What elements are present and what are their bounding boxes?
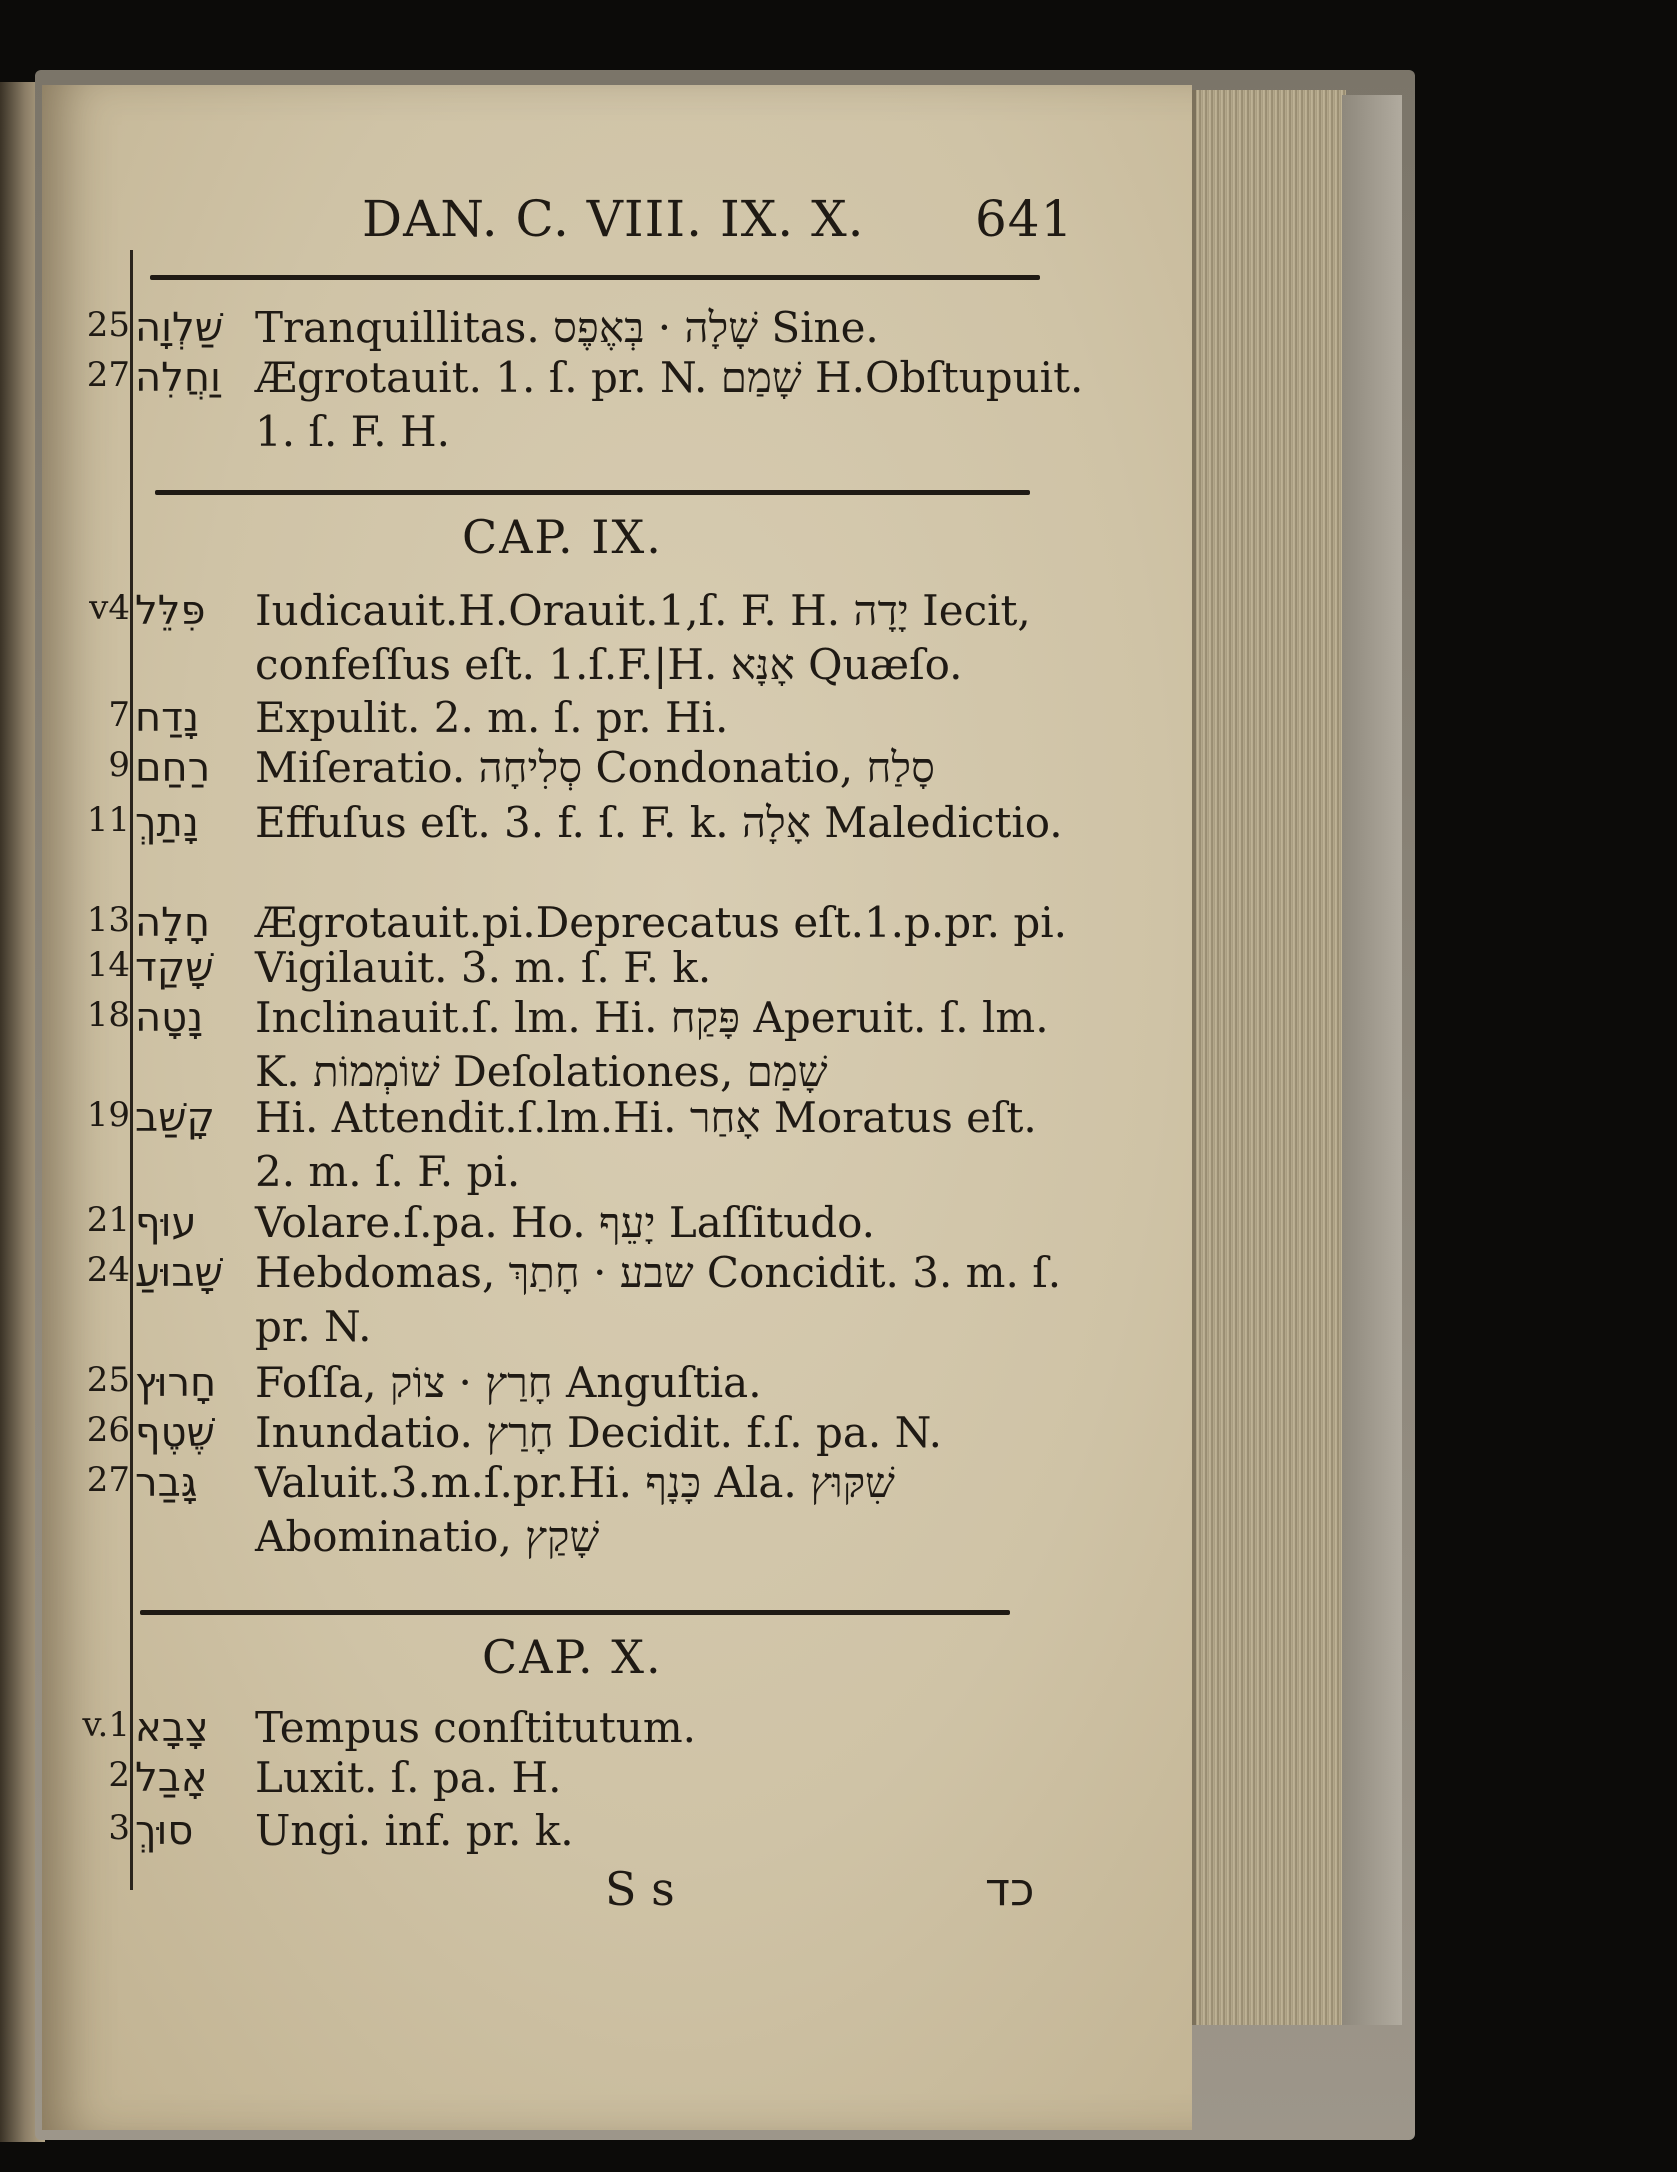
entry-text: Valuit.3.m.ſ.pr.Hi. כָּנָף Ala. שִׁקּוּץ Abominatio, שָׁקַץ xyxy=(255,1458,895,1561)
hebrew-headword: שַׁלְוָה xyxy=(135,305,224,351)
entry-text: Hi. Attendit.ſ.lm.Hi. אָחַר Moratus eſt. 2. m. ſ. F. pi. xyxy=(255,1093,1037,1196)
margin-rule xyxy=(130,250,133,1890)
hebrew-headword: סוּךְ xyxy=(135,1808,194,1854)
hebrew-headword: פִּלֵּל xyxy=(135,588,206,634)
verse-number: 13 xyxy=(86,900,130,940)
list-item xyxy=(60,695,1060,743)
page-block-edge xyxy=(1192,90,1346,2025)
verse-number: 9 xyxy=(108,745,130,785)
entry-text: Miſeratio. סְלִיחָה Condonatio, סָלַח xyxy=(255,743,935,792)
entry-text: Effuſus eſt. 3. f. ſ. F. k. אָלָה Maledictio. xyxy=(255,798,1063,847)
entry-text: Ægrotauit.pi.Deprecatus eſt.1.p.pr. pi. xyxy=(255,898,1067,947)
verse-number: 11 xyxy=(86,800,130,840)
list-item xyxy=(60,993,1060,1096)
page-header xyxy=(0,190,1677,250)
verse-number: 14 xyxy=(86,945,130,985)
list-item xyxy=(60,1360,1060,1408)
list-item xyxy=(60,798,1063,848)
verse-number: 27 xyxy=(86,1460,130,1500)
hebrew-headword: שֶׁטֶף xyxy=(135,1410,215,1456)
section-rule xyxy=(155,490,1030,495)
hebrew-headword: גָּבַר xyxy=(135,1460,198,1506)
hebrew-headword: צָבָא xyxy=(135,1705,209,1751)
entry-text: Ægrotauit. 1. ſ. pr. N. שָׁמַם H.Obſtupuit. 1. ſ. F. H. xyxy=(255,353,1084,456)
entry-text: Inclinauit.ſ. lm. Hi. פָּקַח Aperuit. ſ. lm. K. שׁוֹמְמוֹת Deſolationes, שָׁמַם xyxy=(255,993,1049,1096)
entry-text: Vigilauit. 3. m. ſ. F. k. xyxy=(255,943,712,992)
verse-number: v4 xyxy=(89,588,130,628)
hebrew-headword: נָטָה xyxy=(135,995,204,1041)
verse-number: 24 xyxy=(86,1250,130,1290)
list-item xyxy=(60,1808,1060,1856)
hebrew-headword: קָשַׁב xyxy=(135,1095,215,1141)
verse-number: 26 xyxy=(86,1410,130,1450)
list-item xyxy=(60,1458,1060,1561)
verse-number: 25 xyxy=(86,1360,130,1400)
list-item xyxy=(60,1093,1060,1196)
verse-number: v.1 xyxy=(82,1705,130,1745)
entry-text: Inundatio. חָרַץ Decidit. f.ſ. pa. N. xyxy=(255,1408,943,1457)
chapter-heading: CAP. X. xyxy=(482,1630,663,1684)
hebrew-headword: חָרוּץ xyxy=(135,1360,217,1406)
list-item xyxy=(60,1755,1060,1803)
header-rule xyxy=(150,275,1040,280)
list-item xyxy=(60,1705,1060,1753)
verse-number: 18 xyxy=(86,995,130,1035)
entry-text: Iudicauit.H.Orauit.1,ſ. F. H. יָדָה Iecit, confeſſus eſt. 1.ſ.F.|H. אָנָּא Quæſo. xyxy=(255,586,1031,689)
verse-number: 7 xyxy=(108,695,130,735)
entry-text: Ungi. inf. pr. k. xyxy=(255,1806,574,1855)
cover-edge xyxy=(1342,95,1402,2025)
hebrew-headword: נָדַח xyxy=(135,695,199,741)
catchword: כד xyxy=(985,1862,1035,1916)
verse-number: 21 xyxy=(86,1200,130,1240)
hebrew-headword: חָלָה xyxy=(135,900,210,946)
hebrew-headword: שָׁבוּעַ xyxy=(135,1250,223,1296)
entry-text: Luxit. ſ. pa. H. xyxy=(255,1753,562,1802)
list-item xyxy=(60,1248,1062,1351)
list-item xyxy=(60,945,1060,993)
entry-text: Tempus conſtitutum. xyxy=(255,1703,697,1752)
page-number: 641 xyxy=(975,190,1074,248)
entry-text: Tranquillitas. שָׁלָה · בְּאֶפֶס Sine. xyxy=(255,303,879,352)
entry-text: Volare.ſ.pa. Ho. יָעֵף Laſſitudo. xyxy=(255,1198,875,1247)
list-item xyxy=(60,1200,1060,1248)
verse-number: 2 xyxy=(108,1755,130,1795)
verse-number: 19 xyxy=(86,1095,130,1135)
list-item xyxy=(60,305,1060,353)
chapter-heading: CAP. IX. xyxy=(462,510,663,564)
entry-text: Expulit. 2. m. ſ. pr. Hi. xyxy=(255,693,729,742)
hebrew-headword: אָבַל xyxy=(135,1755,208,1801)
entry-text: Foſſa, חָרַץ · צוֹק Anguſtia. xyxy=(255,1358,762,1407)
list-item xyxy=(60,1410,1060,1458)
signature-mark: S s xyxy=(605,1862,675,1916)
running-title: DAN. C. VIII. IX. X. xyxy=(362,190,865,248)
hebrew-headword: וַחֲלִה xyxy=(135,355,221,401)
list-item xyxy=(60,353,1084,456)
verse-number: 25 xyxy=(86,305,130,345)
verse-number: 3 xyxy=(108,1808,130,1848)
hebrew-headword: נָתַךְ xyxy=(135,800,199,846)
verse-number: 27 xyxy=(86,355,130,395)
hebrew-headword: שָׁקַד xyxy=(135,945,214,991)
hebrew-headword: עוּף xyxy=(135,1200,197,1246)
entry-text: Hebdomas, שבע · חָתַךְ Concidit. 3. m. ſ. pr. N. xyxy=(255,1248,1062,1351)
list-item xyxy=(60,586,1060,689)
hebrew-headword: רַחַם xyxy=(135,745,211,791)
list-item xyxy=(60,745,1060,793)
section-rule xyxy=(140,1610,1010,1615)
